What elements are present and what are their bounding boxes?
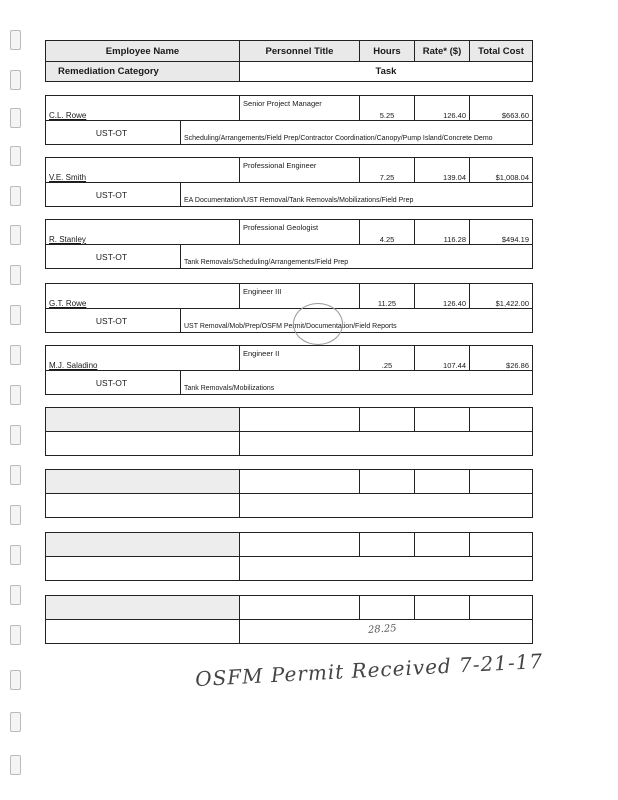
total-cost-value: $26.86 — [470, 346, 533, 371]
hand-drawn-circle — [293, 303, 343, 345]
blank-cell — [240, 596, 360, 620]
header-table — [45, 40, 533, 82]
rate-header: Rate* ($) — [415, 41, 470, 62]
hours-value: 4.25 — [360, 220, 415, 245]
hours-value: 7.25 — [360, 158, 415, 183]
task-description: Tank Removals/Scheduling/Arrangements/Field Prep — [181, 245, 533, 269]
personnel-title: Engineer III — [240, 284, 360, 309]
handwritten-hours-total: 28.25 — [367, 623, 397, 636]
remediation-category: UST-OT — [46, 309, 181, 333]
rate-value: 139.04 — [415, 158, 470, 183]
task-header: Task — [240, 62, 533, 82]
task-description: Scheduling/Arrangements/Field Prep/Contractor Coordination/Canopy/Pump Island/Concrete Demo — [181, 121, 533, 145]
remediation-category: UST-OT — [46, 371, 181, 395]
binder-hole — [10, 186, 21, 206]
employee-name-header: Employee Name — [46, 41, 240, 62]
blank-cell — [470, 596, 533, 620]
blank-entry — [45, 469, 533, 518]
total-cost-value: $1,422.00 — [470, 284, 533, 309]
binder-hole — [10, 425, 21, 445]
blank-cell — [415, 470, 470, 494]
blank-cell — [46, 620, 240, 644]
personnel-title: Engineer II — [240, 346, 360, 371]
hours-value: .25 — [360, 346, 415, 371]
blank-cell — [46, 596, 240, 620]
blank-cell — [360, 533, 415, 557]
binder-hole — [10, 305, 21, 325]
blank-cell — [470, 470, 533, 494]
blank-cell — [240, 494, 533, 518]
task-description: Tank Removals/Mobilizations — [181, 371, 533, 395]
personnel-title: Senior Project Manager — [240, 96, 360, 121]
blank-cell — [46, 470, 240, 494]
total-cost-value: $1,008.04 — [470, 158, 533, 183]
blank-cell — [240, 470, 360, 494]
hours-value: 11.25 — [360, 284, 415, 309]
binder-hole — [10, 465, 21, 485]
employee-name: V.E. Smith — [46, 158, 240, 183]
employee-entry — [45, 157, 533, 207]
employee-name: M.J. Saladino — [46, 346, 240, 371]
employee-entry — [45, 283, 533, 333]
remediation-category: UST-OT — [46, 183, 181, 207]
employee-entry — [45, 345, 533, 395]
hours-header: Hours — [360, 41, 415, 62]
binder-hole — [10, 70, 21, 90]
remediation-category-header: Remediation Category — [46, 62, 240, 82]
total-cost-header: Total Cost — [470, 41, 533, 62]
blank-cell — [240, 432, 533, 456]
blank-cell — [46, 557, 240, 581]
blank-cell — [46, 533, 240, 557]
binder-hole — [10, 146, 21, 166]
hours-value: 5.25 — [360, 96, 415, 121]
blank-cell — [240, 408, 360, 432]
employee-name: C.L. Rowe — [46, 96, 240, 121]
blank-entry — [45, 595, 533, 644]
handwritten-note: OSFM Permit Received 7-21-17 — [194, 648, 544, 692]
employee-entry — [45, 219, 533, 269]
binder-hole — [10, 265, 21, 285]
employee-entry — [45, 95, 533, 145]
employee-name: R. Stanley — [46, 220, 240, 245]
blank-cell — [240, 557, 533, 581]
total-cost-value: $663.60 — [470, 96, 533, 121]
binder-hole — [10, 345, 21, 365]
rate-value: 126.40 — [415, 96, 470, 121]
total-cost-value: $494.19 — [470, 220, 533, 245]
blank-cell — [240, 533, 360, 557]
blank-cell — [415, 596, 470, 620]
blank-cell — [360, 596, 415, 620]
blank-cell — [46, 432, 240, 456]
binder-hole — [10, 712, 21, 732]
blank-cell — [360, 408, 415, 432]
personnel-title-header: Personnel Title — [240, 41, 360, 62]
remediation-category: UST-OT — [46, 245, 181, 269]
blank-cell — [470, 408, 533, 432]
blank-cell — [415, 408, 470, 432]
binder-hole — [10, 755, 21, 775]
binder-hole — [10, 585, 21, 605]
binder-hole — [10, 670, 21, 690]
binder-hole — [10, 625, 21, 645]
binder-holes — [10, 0, 22, 800]
personnel-title: Professional Engineer — [240, 158, 360, 183]
rate-value: 126.40 — [415, 284, 470, 309]
task-description: EA Documentation/UST Removal/Tank Removals/Mobilizations/Field Prep — [181, 183, 533, 207]
task-description: UST Removal/Mob/Prep/OSFM Permit/Documentation/Field Reports — [181, 309, 533, 333]
binder-hole — [10, 108, 21, 128]
blank-cell — [470, 533, 533, 557]
blank-cell — [46, 494, 240, 518]
binder-hole — [10, 30, 21, 50]
blank-cell — [360, 470, 415, 494]
blank-cell — [415, 533, 470, 557]
binder-hole — [10, 385, 21, 405]
binder-hole — [10, 545, 21, 565]
binder-hole — [10, 225, 21, 245]
rate-value: 116.28 — [415, 220, 470, 245]
blank-entry — [45, 407, 533, 456]
personnel-title: Professional Geologist — [240, 220, 360, 245]
blank-entry — [45, 532, 533, 581]
employee-name: G.T. Rowe — [46, 284, 240, 309]
binder-hole — [10, 505, 21, 525]
rate-value: 107.44 — [415, 346, 470, 371]
blank-cell — [46, 408, 240, 432]
remediation-category: UST-OT — [46, 121, 181, 145]
